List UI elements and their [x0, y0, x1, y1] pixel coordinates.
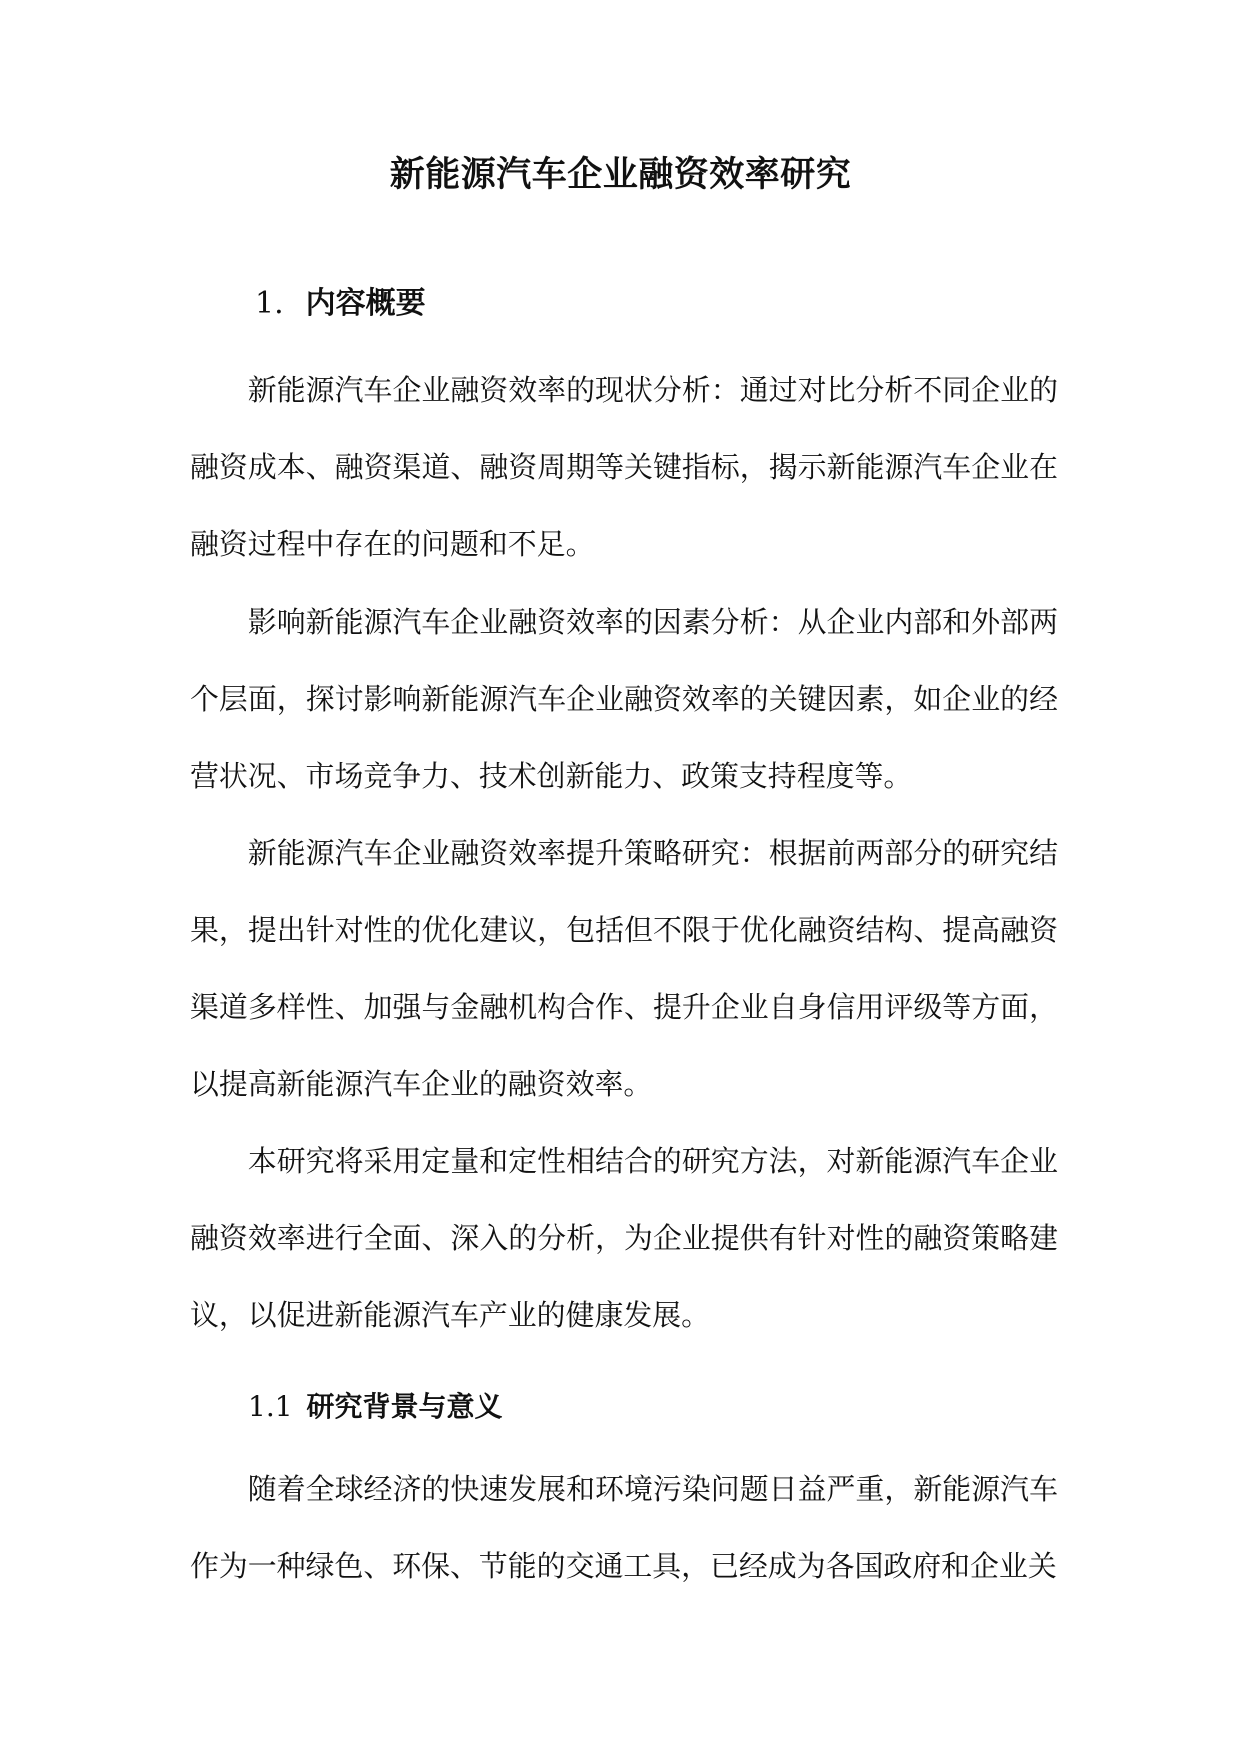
- paragraph: 影响新能源汽车企业融资效率的因素分析：从企业内部和外部两个层面，探讨影响新能源汽车企业融资效率的关键因素，如企业的经营状况、市场竞争力、技术创新能力、政策支持程度等。: [190, 605, 1058, 793]
- section-title: 内容概要: [305, 286, 426, 321]
- subsection-title: 研究背景与意义: [306, 1390, 503, 1423]
- paragraph: 本研究将采用定量和定性相结合的研究方法，对新能源汽车企业融资效率进行全面、深入的分析，为企业提供有针对性的融资策略建议，以促进新能源汽车产业的健康发展。: [190, 1144, 1058, 1332]
- document-title: 新能源汽车企业融资效率研究: [389, 154, 852, 195]
- subsection-heading: [248, 1385, 503, 1429]
- subsection-number: 1.1: [248, 1390, 293, 1423]
- section-number: 1.: [255, 286, 284, 321]
- paragraph: 随着全球经济的快速发展和环境污染问题日益严重，新能源汽车作为一种绿色、环保、节能的交通工具，已经成为各国政府和企业关: [190, 1472, 1058, 1583]
- paragraph: 新能源汽车企业融资效率提升策略研究：根据前两部分的研究结果，提出针对性的优化建议，包括但不限于优化融资结构、提高融资渠道多样性、加强与金融机构合作、提升企业自身信用评级等方面，以提高新能源汽车企业的融资效率。: [190, 836, 1058, 1101]
- section-heading: [255, 282, 426, 326]
- paragraph: 新能源汽车企业融资效率的现状分析：通过对比分析不同企业的融资成本、融资渠道、融资周期等关键指标，揭示新能源汽车企业在融资过程中存在的问题和不足。: [190, 373, 1058, 561]
